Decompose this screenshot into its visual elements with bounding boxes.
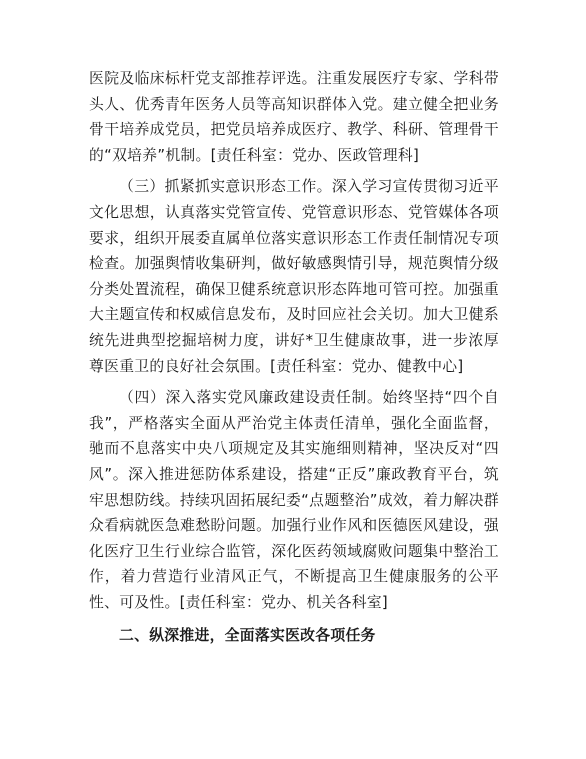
- paragraph-integrity-responsibility: （四）深入落实党风廉政建设责任制。始终坚持“四个自我”，严格落实全面从严治党主体责任清单，强化全面监督，驰而不息落实中央八项规定及其实施细则精神，坚决反对“四风”。深入推进惩防体系建设，搭建“正反”廉政教育平台，筑牢思想防线。持续巩固拓展纪委“点题整治”成效，着力解决群众看病就医急难愁盼问题。加强行业作风和医德医风建设，强化医疗卫生行业综合监管，深化医药领域腐败问题集中整治工作，着力营造行业清风正气，不断提高卫生健康服务的公平性、可及性。[责任科室：党办、机关各科室]: [89, 389, 499, 611]
- paragraph-talent-training: 医院及临床标杆党支部推荐评选。注重发展医疗专家、学科带头人、优秀青年医务人员等高知识群体入党。建立健全把业务骨干培养成党员，把党员培养成医疗、教学、科研、管理骨干的“双培养”机制。[责任科室：党办、医政管理科]: [89, 70, 499, 164]
- section-heading: 二、纵深推进，全面落实医改各项任务: [119, 627, 376, 645]
- paragraph-ideology-work: （三）抓紧抓实意识形态工作。深入学习宣传贯彻习近平文化思想，认真落实党管宣传、党管意识形态、党管媒体各项要求，组织开展委直属单位落实意识形态工作责任制情况专项检查。加强舆情收集研判，做好敏感舆情引导，规范舆情分级分类处置流程，确保卫健系统意识形态阵地可管可控。加强重大主题宣传和权威信息发布，及时回应社会关切。加大卫健系统先进典型挖掘培树力度，讲好*卫生健康故事，进一步浓厚尊医重卫的良好社会氛围。[责任科室：党办、健教中心]: [89, 178, 499, 375]
- document-body: [89, 66, 499, 649]
